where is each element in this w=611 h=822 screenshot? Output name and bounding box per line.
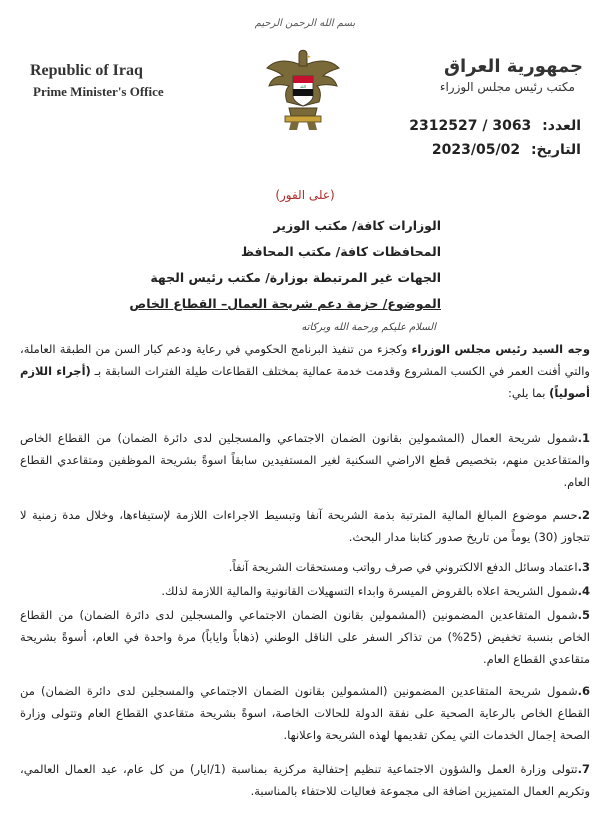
intro-bold-tail: (أجراء اللازم أصولياً) xyxy=(20,364,590,400)
reference-date-row xyxy=(432,142,581,158)
item-text: شمول الشريحة اعلاه بالقروض الميسرة وابداء التسهيلات القانونية والمالية اللازمة لذلك. xyxy=(161,584,578,598)
item-number: 7. xyxy=(577,762,590,776)
item-number: 3. xyxy=(577,560,590,574)
english-country-title: Republic of Iraq xyxy=(30,62,143,79)
urgency-label: (على الفور) xyxy=(275,188,335,202)
item-number: 2. xyxy=(577,508,590,522)
item-text: شمول شريحة المتقاعدين المضمونين (المشمولين بقانون الضمان الاجتماعي والمسجلين لدى دائرة الضمان) من القطاع الخاص بالرعاية الصحية على نفقة الدولة للحالات الخاصة، اسوةً بشريحة متقاعدي القطاع العام وتتولى وزارة الصحة إجمال الخدمات التي يمكن تقديمها لهذه الشريحة واعلانها. xyxy=(20,684,590,742)
svg-text:الله: الله xyxy=(300,84,306,89)
item-text: حسم موضوع المبالغ المالية المترتبة بذمة الشريحة آنفا وتبسيط الاجراءات اللازمة لإستيفاءها، وخلال مدة زمنية لا تتجاوز (30) يوماً من تاريخ صدور كتابنا مدار البحث. xyxy=(20,508,590,544)
arabic-country-title: جمهورية العراق xyxy=(443,56,583,77)
list-item xyxy=(20,504,590,548)
iraq-eagle-emblem-icon xyxy=(263,46,343,132)
list-item xyxy=(20,580,590,602)
intro-bold-lead: وجه السيد رئيس مجلس الوزراء xyxy=(411,342,590,356)
item-number: 6. xyxy=(577,684,590,698)
item-number: 4. xyxy=(577,584,590,598)
addressee-governorates: المحافظات كافة/ مكتب المحافظ xyxy=(241,244,441,259)
item-number: 5. xyxy=(577,608,590,622)
list-item xyxy=(20,427,590,493)
arabic-office-subtitle: مكتب رئيس مجلس الوزراء xyxy=(439,80,575,94)
reference-date-value: 2023/05/02 xyxy=(431,142,521,158)
item-text: تتولى وزارة العمل والشؤون الاجتماعية تنظيم إحتفالية مركزية بمناسبة (1/ايار) من كل عام، عيد العمال العالمي، وتكريم العمال المتميزين اضافة الى مجموعة فعاليات للاحتفاء بالمناسبة. xyxy=(20,762,590,798)
addressee-ministries: الوزارات كافة/ مكتب الوزير xyxy=(273,218,441,233)
intro-paragraph xyxy=(20,338,590,404)
english-office-subtitle: Prime Minister's Office xyxy=(33,84,164,99)
addressee-independent-entities: الجهات غير المرتبطة بوزارة/ مكتب رئيس الجهة xyxy=(150,270,441,285)
reference-date-label: التاريخ: xyxy=(530,142,581,158)
list-item xyxy=(20,604,590,670)
subject-line: الموضوع/ حزمة دعم شريحة العمال– القطاع الخاص xyxy=(129,296,441,311)
item-text: اعتماد وسائل الدفع الالكتروني في صرف رواتب ومستحقات الشريحة آنفاً. xyxy=(228,560,578,574)
greeting: السلام عليكم ورحمة الله وبركاته xyxy=(301,322,436,333)
intro-end: بما يلي: xyxy=(508,386,550,400)
basmala: بسم الله الرحمن الرحيم xyxy=(254,18,356,29)
list-item xyxy=(20,556,590,578)
list-item xyxy=(20,680,590,746)
item-number: 1. xyxy=(577,431,590,445)
item-text: شمول شريحة العمال (المشمولين بقانون الضمان الاجتماعي والمسجلين لدى دائرة الضمان) من القطاع الخاص والمتقاعدين منهم، بتخصيص قطع الاراضي السكنية لغير المستفيدين سابقاً اسوةً بشريحة الموظفين ومتقاعدي القطاع العام. xyxy=(20,431,590,489)
list-item xyxy=(20,758,590,802)
reference-number-row xyxy=(409,118,581,134)
reference-number-value: 2312527 / 3063 xyxy=(409,118,532,134)
intro-text: وكجزء من تنفيذ البرنامج الحكومي في رعاية ودعم كبار السن من الطبقة العاملة، والتي أفنت العمر في الكسب المشروع وقدمت خدمة عمالية بمختلف القطاعات طيلة الفترات السابقة بـ xyxy=(20,342,590,378)
reference-number-label: العدد: xyxy=(542,118,581,134)
item-text: شمول المتقاعدين المضمونين (المشمولين بقانون الضمان الاجتماعي والمسجلين لدى دائرة الضمان) من القطاع الخاص بنسبة تخفيض (25%) من تذاكر السفر على الناقل الوطني (ذهاباً واياباً) مرة واحدة في العام، أسوةً بشريحة متقاعدي القطاع العام. xyxy=(20,608,590,666)
